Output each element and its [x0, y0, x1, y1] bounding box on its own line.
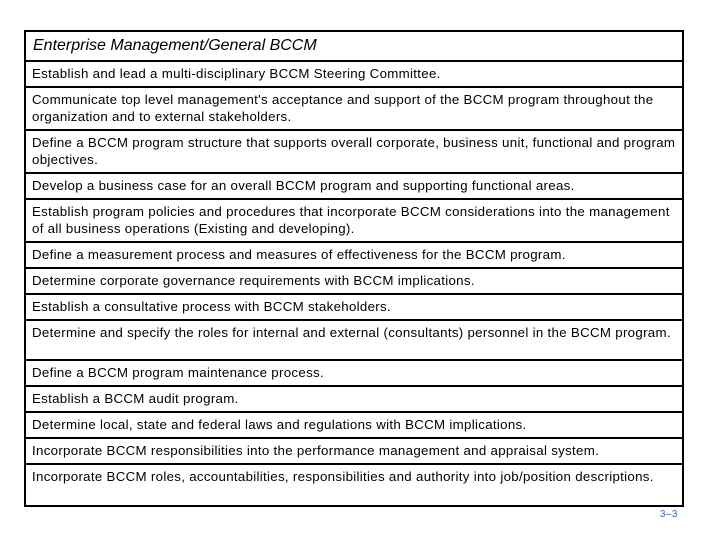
table-row: Determine and specify the roles for internal and external (consultants) personnel in the BCCM program.	[26, 321, 682, 361]
table-row: Define a BCCM program maintenance process.	[26, 361, 682, 387]
table-row: Determine corporate governance requirements with BCCM implications.	[26, 269, 682, 295]
table-row: Determine local, state and federal laws and regulations with BCCM implications.	[26, 413, 682, 439]
table-row: Establish a consultative process with BCCM stakeholders.	[26, 295, 682, 321]
table-row: Communicate top level management's acceptance and support of the BCCM program throughout the organization and to external stakeholders.	[26, 88, 682, 131]
table-row: Develop a business case for an overall BCCM program and supporting functional areas.	[26, 174, 682, 200]
table-row: Establish and lead a multi-disciplinary BCCM Steering Committee.	[26, 62, 682, 88]
table-row: Define a BCCM program structure that supports overall corporate, business unit, functional and program objectives.	[26, 131, 682, 174]
table-row: Establish program policies and procedures that incorporate BCCM considerations into the management of all business operations (Existing and developing).	[26, 200, 682, 243]
table-row: Incorporate BCCM roles, accountabilities, responsibilities and authority into job/position descriptions.	[32, 469, 654, 484]
page-number: 3–3	[659, 509, 678, 520]
table-row: Incorporate BCCM responsibilities into the performance management and appraisal system.	[26, 439, 682, 465]
table-row: Define a measurement process and measures of effectiveness for the BCCM program.	[26, 243, 682, 269]
responsibilities-table	[24, 30, 684, 507]
table-row: Establish a BCCM audit program.	[26, 387, 682, 413]
table-header: Enterprise Management/General BCCM	[26, 32, 682, 62]
